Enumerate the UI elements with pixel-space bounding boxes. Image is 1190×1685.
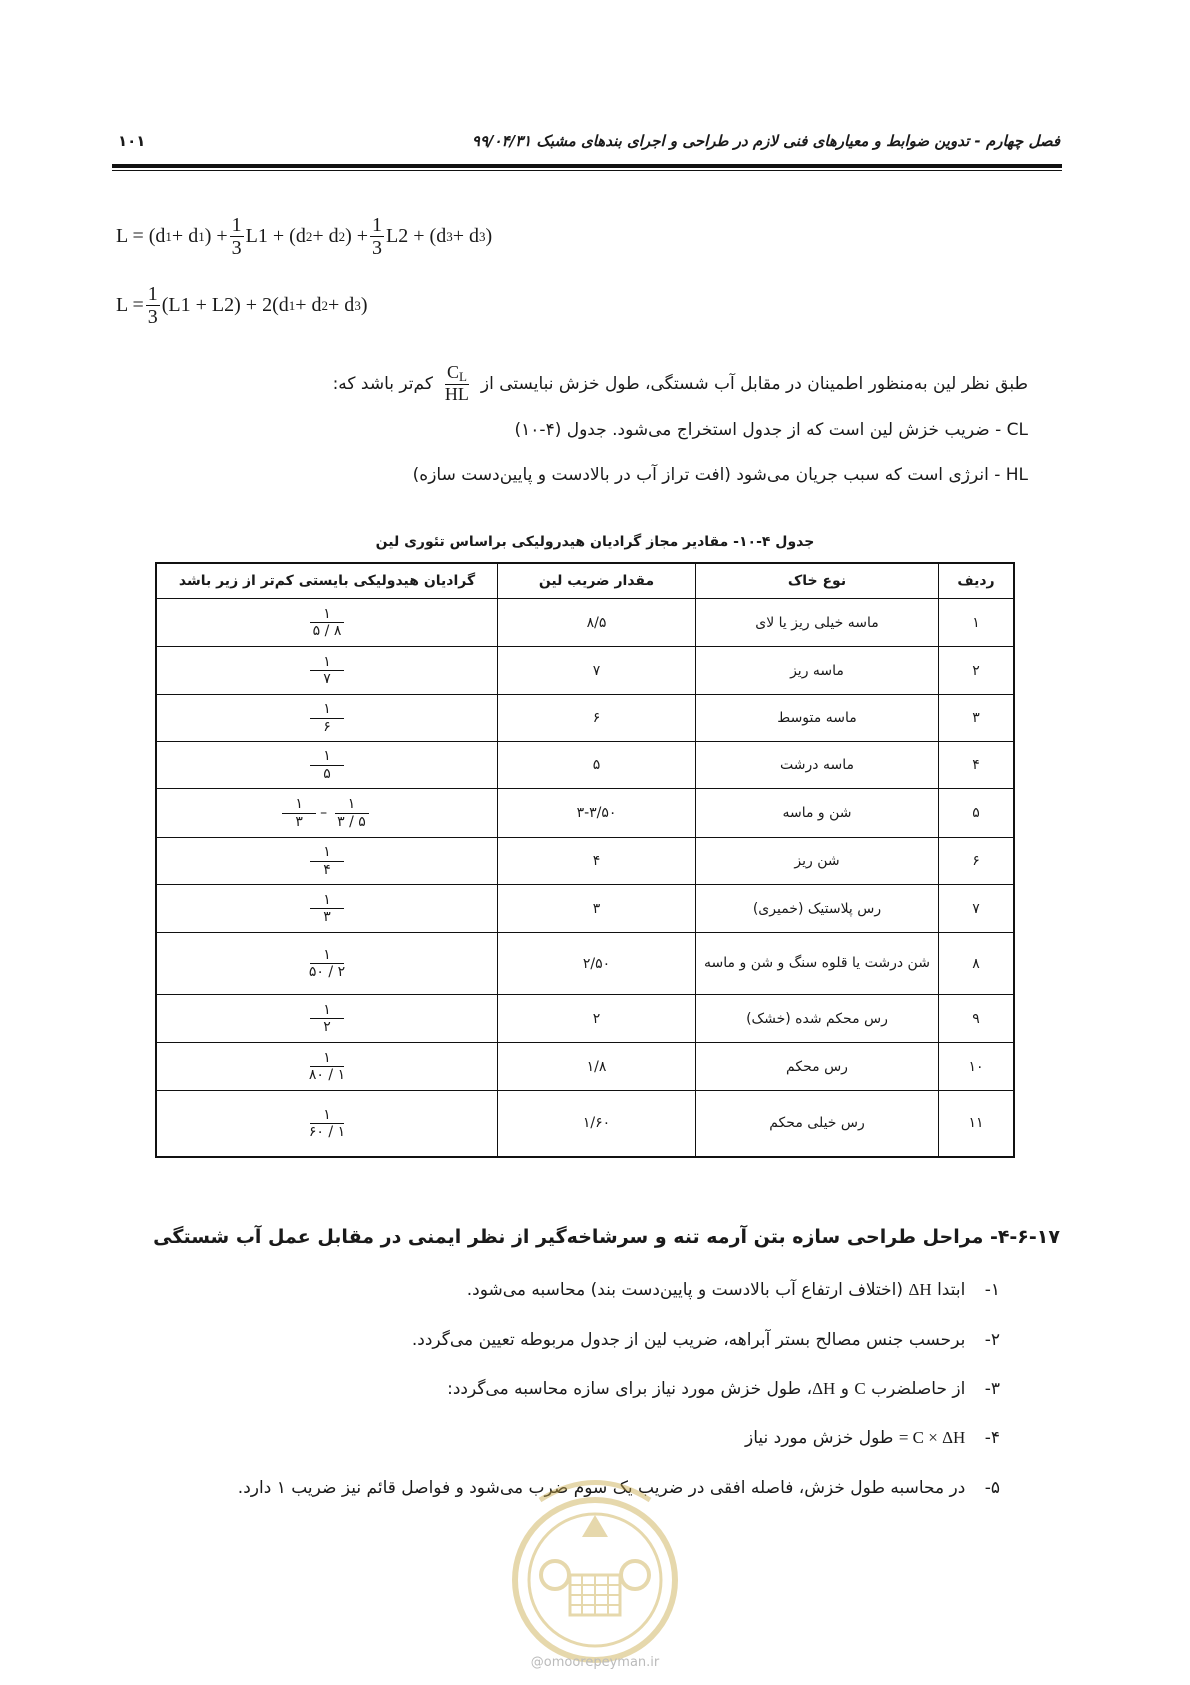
row-number-cell: ۳ [939, 695, 1015, 742]
soil-type-cell: ماسه متوسط [696, 695, 939, 742]
step-text: ابتدا [937, 1280, 966, 1300]
fraction-denominator: ۱ / ۶۰ [308, 1123, 346, 1140]
delta-h-symbol: ΔH [812, 1379, 836, 1398]
row-number-cell: ۱۱ [939, 1091, 1015, 1157]
table-row [156, 933, 1014, 995]
eq-sub: 3 [478, 228, 486, 244]
fraction-denominator: ۲ / ۵۰ [308, 964, 346, 980]
eq-text: ) + [204, 225, 228, 247]
table-row [156, 885, 1014, 933]
eq-text: (L1 + L2) + 2(d [161, 294, 289, 316]
gradient-cell [156, 742, 498, 789]
row-number-cell: ۵ [939, 789, 1015, 838]
eq-text: + d [328, 294, 355, 316]
gradient-fraction [331, 796, 372, 829]
lane-coefficient-cell: ۵ [498, 742, 696, 789]
lane-coefficient-cell: ۷ [498, 647, 696, 695]
table-row [156, 995, 1014, 1043]
cl-symbol: C [446, 362, 459, 382]
step-text: از حاصلضرب [871, 1379, 966, 1399]
lane-gradient-table [155, 562, 1015, 1158]
fraction-denominator: 3 [147, 306, 158, 328]
fraction-denominator: ۴ [323, 861, 331, 878]
column-header-soil-type: نوع خاک [696, 563, 939, 599]
delta-h-symbol: ΔH [908, 1280, 932, 1299]
watermark-url: @omoorepeyman.ir [530, 1655, 660, 1670]
lane-coefficient-cell: ۱/۶۰ [498, 1091, 696, 1157]
fraction-numerator: ۱ [310, 1107, 344, 1124]
paragraph-lane-intro [333, 363, 1028, 405]
lane-coefficient-cell: ۲/۵۰ [498, 933, 696, 995]
paragraph-hl-definition: HL - انرژی است که سبب جریان می‌شود (افت تراز آب در بالادست و پایین‌دست سازه) [412, 465, 1028, 485]
table-caption: جدول ۴-۱۰- مقادیر مجاز گرادیان هیدرولیکی براساس تئوری لین [375, 534, 815, 550]
soil-type-cell: رس محکم شده (خشک) [696, 995, 939, 1043]
step-number: ۳- [984, 1379, 1000, 1399]
step-text: در محاسبه طول خزش، فاصله افقی در ضریب یک سوم ضرب می‌شود و فواصل قائم نیز ضریب ۱ دارد. [237, 1478, 966, 1498]
eq-sub: 3 [446, 228, 453, 244]
gradient-cell [156, 599, 498, 647]
fraction-denominator: ۳ [295, 813, 303, 830]
eq-sub: 1 [165, 228, 172, 244]
section-heading: ۴-۶-۱۷- مراحل طراحی سازه بتن آرمه تنه و سرشاخه‌گیر از نظر ایمنی در مقابل عمل آب شستگی [153, 1226, 1060, 1248]
fraction-one-third [370, 214, 384, 259]
soil-type-cell: شن و ماسه [696, 789, 939, 838]
row-number-cell: ۷ [939, 885, 1015, 933]
equation-creep-length-1 [116, 214, 492, 259]
step-item [467, 1279, 1000, 1301]
gradient-fraction [303, 947, 351, 980]
creep-formula: = C × ΔH [898, 1428, 966, 1447]
fraction-numerator: ۱ [310, 892, 344, 909]
gradient-cell [156, 695, 498, 742]
column-header-hydraulic-gradient: گرادیان هیدولیکی بایستی کم‌تر از زیر باشد [156, 563, 498, 599]
gradient-cell [156, 885, 498, 933]
lane-coefficient-cell: ۴ [498, 838, 696, 885]
fraction-numerator: 1 [147, 283, 158, 305]
row-number-cell: ۲ [939, 647, 1015, 695]
gradient-fraction [310, 748, 344, 781]
soil-type-cell: رس خیلی محکم [696, 1091, 939, 1157]
eq-text: + d [171, 225, 199, 247]
eq-text: L2 + (d [386, 225, 447, 247]
step-item [745, 1427, 1000, 1449]
header-rule-thin [112, 170, 1062, 171]
fraction-numerator: ۱ [310, 844, 344, 861]
table-row [156, 1091, 1014, 1157]
eq-sub: 2 [321, 297, 329, 313]
step-text: برحسب جنس مصالح بستر آبراهه، ضریب لین از جدول مربوطه تعیین می‌گردد. [411, 1330, 966, 1350]
table-row [156, 599, 1014, 647]
table-row [156, 742, 1014, 789]
fraction-numerator: ۱ [310, 654, 344, 671]
gradient-fraction [310, 1002, 344, 1035]
step-number: ۲- [984, 1330, 1000, 1350]
column-header-row-number: ردیف [939, 563, 1015, 599]
soil-type-cell: ماسه ریز [696, 647, 939, 695]
fraction-numerator [445, 363, 469, 385]
fraction-numerator: 1 [372, 214, 383, 236]
gradient-cell [156, 1043, 498, 1091]
soil-type-cell: شن ریز [696, 838, 939, 885]
fraction-one-third [146, 283, 160, 328]
step-text: و [840, 1379, 849, 1399]
eq-text: ) [485, 225, 493, 247]
fraction-denominator: HL [444, 384, 469, 405]
lane-coefficient-cell: ۸/۵ [498, 599, 696, 647]
fraction-denominator: ۸ / ۵ [312, 623, 342, 639]
paragraph-text: طبق نظر لین به‌منظور اطمینان در مقابل آب شستگی، طول خزش نبایستی از [480, 374, 1028, 394]
row-number-cell: ۹ [939, 995, 1015, 1043]
fraction-denominator: ۷ [323, 671, 331, 687]
fraction-denominator: ۵ [323, 765, 331, 782]
eq-text: L = (d [116, 225, 166, 247]
fraction-numerator: ۱ [310, 606, 344, 623]
fraction-denominator: 3 [231, 237, 242, 259]
fraction-numerator: ۱ [310, 947, 344, 964]
row-number-cell: ۱ [939, 599, 1015, 647]
step-number: ۵- [984, 1478, 1000, 1498]
gradient-fraction [307, 606, 348, 639]
lane-coefficient-cell: ۲ [498, 995, 696, 1043]
lane-coefficient-cell: ۳-۳/۵۰ [498, 789, 696, 838]
eq-text: ) + [345, 225, 369, 247]
gradient-cell [156, 995, 498, 1043]
eq-text: L1 + (d [245, 225, 306, 247]
row-number-cell: ۱۰ [939, 1043, 1015, 1091]
soil-type-cell: ماسه خیلی ریز یا لای [696, 599, 939, 647]
table-row [156, 789, 1014, 838]
soil-type-cell: شن درشت یا قلوه سنگ و شن و ماسه [696, 933, 939, 995]
gradient-cell [156, 838, 498, 885]
eq-sub: 3 [354, 297, 361, 313]
gradient-cell [156, 647, 498, 695]
eq-sub: 2 [338, 228, 346, 244]
step-item [447, 1378, 1000, 1400]
fraction-denominator: ۳ / ۵ [337, 813, 366, 830]
column-header-lane-coefficient: مقدار ضریب لین [498, 563, 696, 599]
row-number-cell: ۸ [939, 933, 1015, 995]
chapter-header-title: فصل چهارم - تدوین ضوابط و معیارهای فنی لازم در طراحی و اجرای بندهای مشبک ۹۹/۰۴/۳۱ [471, 132, 1060, 150]
step-number: ۱- [984, 1280, 1000, 1300]
gradient-cell [156, 789, 498, 838]
gradient-fraction [282, 796, 316, 829]
fraction-numerator: ۱ [282, 796, 316, 813]
gradient-fraction [310, 654, 344, 687]
eq-text: + d [452, 225, 479, 247]
lane-coefficient-cell: ۶ [498, 695, 696, 742]
fraction-cl-over-hl [443, 363, 471, 405]
table-row [156, 647, 1014, 695]
step-item [412, 1329, 1000, 1351]
step-number: ۴- [984, 1428, 1000, 1448]
gradient-fraction [310, 844, 344, 877]
fraction-numerator: ۱ [310, 701, 344, 718]
fraction-denominator: ۶ [323, 718, 331, 735]
lane-coefficient-cell: ۱/۸ [498, 1043, 696, 1091]
gradient-fraction [310, 892, 344, 925]
eq-text: + d [312, 225, 339, 247]
watermark-logo [500, 1455, 690, 1685]
row-number-cell: ۶ [939, 838, 1015, 885]
fraction-denominator: ۲ [323, 1019, 331, 1035]
fraction-numerator: 1 [231, 214, 242, 236]
gradient-cell [156, 1091, 498, 1157]
fraction-one-third [230, 214, 244, 259]
gradient-fraction [310, 701, 344, 734]
fraction-denominator: ۳ [323, 909, 331, 925]
fraction-denominator: ۱ / ۸۰ [308, 1067, 346, 1083]
lane-coefficient-cell: ۳ [498, 885, 696, 933]
eq-text: ) [360, 294, 368, 316]
row-number-cell: ۴ [939, 742, 1015, 789]
step-text: طول خزش مورد نیاز [744, 1428, 894, 1448]
eq-sub: 2 [305, 228, 313, 244]
c-symbol: C [854, 1379, 866, 1398]
table-row [156, 838, 1014, 885]
gradient-range [282, 796, 372, 829]
header-rule [112, 164, 1062, 168]
page-number: ۱۰۱ [118, 132, 146, 150]
step-text: ، طول خزش مورد نیاز برای سازه محاسبه می‌گردد: [447, 1379, 813, 1399]
fraction-numerator: ۱ [310, 1002, 344, 1019]
eq-sub: 1 [198, 228, 205, 244]
paragraph-cl-definition: CL - ضریب خزش لین است که از جدول استخراج می‌شود. جدول (۴-۱۰) [514, 420, 1028, 440]
gradient-fraction [303, 1107, 351, 1140]
fraction-numerator: ۱ [310, 1050, 344, 1067]
equation-creep-length-2 [116, 283, 367, 328]
gradient-fraction [303, 1050, 351, 1083]
soil-type-cell: رس محکم [696, 1043, 939, 1091]
fraction-denominator: 3 [372, 237, 383, 259]
soil-type-cell: ماسه درشت [696, 742, 939, 789]
table-row [156, 1043, 1014, 1091]
fraction-numerator: ۱ [335, 796, 369, 813]
cl-subscript: L [458, 369, 467, 384]
paragraph-text: کم‌تر باشد که: [332, 374, 433, 394]
range-separator: – [320, 805, 328, 821]
table-header-row [156, 563, 1014, 599]
step-text: (اختلاف ارتفاع آب بالادست و پایین‌دست بند) محاسبه می‌شود. [466, 1280, 904, 1300]
soil-type-cell: رس پلاستیک (خمیری) [696, 885, 939, 933]
eq-text: L = [116, 294, 144, 316]
fraction-numerator: ۱ [310, 748, 344, 765]
eq-sub: 1 [288, 297, 296, 313]
gradient-cell [156, 933, 498, 995]
table-row [156, 695, 1014, 742]
eq-text: + d [295, 294, 322, 316]
